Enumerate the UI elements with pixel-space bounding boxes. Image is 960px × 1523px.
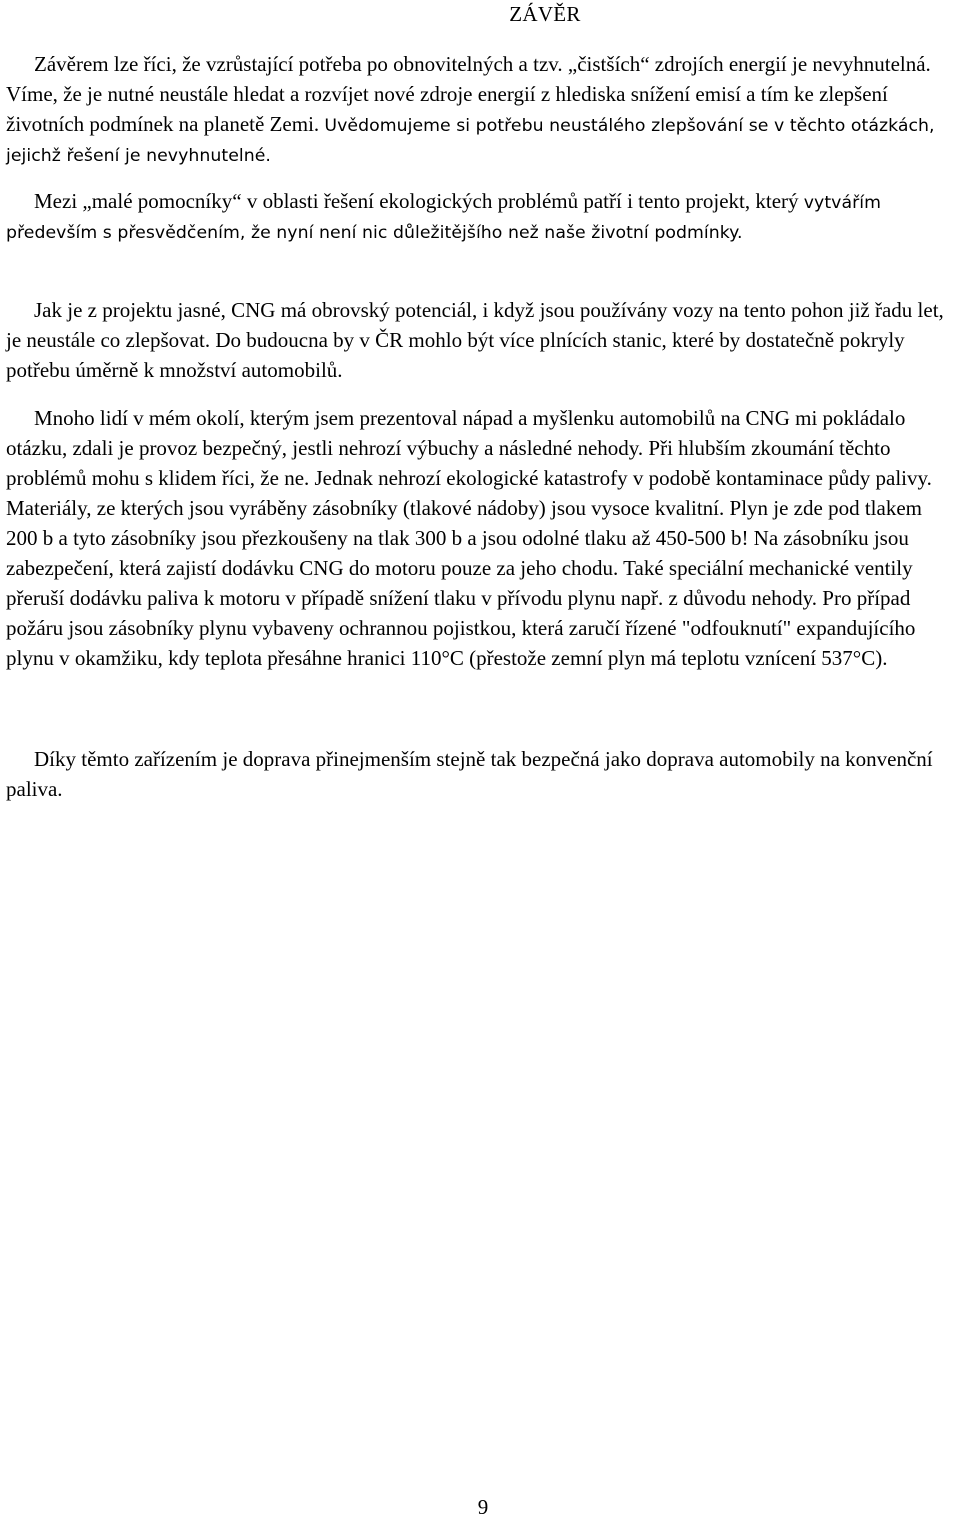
paragraph-text: Jak je z projektu jasné, CNG má obrovský potenciál, i když jsou používány vozy na tento pohon již řadu let, je neustále co zlepšovat. Do budoucna by v ČR mohlo být více plnících stanic, které by dostatečně pokryly potřebu úměrně k množství automobilů. [6, 298, 944, 382]
paragraph-text: vytvářím především s přesvědčením, že nyní není nic důležitějšího než naše životní podmínky. [6, 193, 881, 243]
paragraph-text: Díky těmto zařízením je doprava přinejmenším stejně tak bezpečná jako doprava automobily na konvenční paliva. [6, 747, 933, 801]
paragraph-final [6, 745, 954, 805]
paragraph-cng-potential [6, 296, 954, 386]
paragraph-text: Závěrem lze říci, že vzrůstající potřeba po obnovitelných a tzv. „čistších“ zdrojích energií je nevyhnutelná. Víme, že je nutné neustále hledat a rozvíjet nové zdroje energií z hlediska snížení emisí a tím ke zlepšení životních podmínek na planetě Zemi. [6, 52, 931, 136]
paragraph-helpers [6, 187, 954, 248]
paragraph-text: Mnoho lidí v mém okolí, kterým jsem prezentoval nápad a myšlenku automobilů na CNG mi pokládalo otázku, zdali je provoz bezpečný, jestli nehrozí výbuchy a následné nehody. Při hlubším zkoumání těchto problémů mohu s klidem říci, že ne. Jednak nehrozí ekologické katastrofy v podobě kontaminace půdy palivy. Materiály, ze kterých jsou vyráběny zásobníky (tlakové nádoby) jsou vysoce kvalitní. Plyn je zde pod tlakem 200 b a tyto zásobníky jsou přezkoušeny na tlak 300 b a jsou odolné tlaku až 450-500 b! Na zásobníku jsou zabezpečení, která zajistí dodávku CNG do motoru pouze za jeho chodu. Také speciální mechanické ventily přeruší dodávku paliva k motoru v případě snížení tlaku v přívodu plynu např. z důvodu nehody. Pro případ požáru jsou zásobníky plynu vybaveny ochrannou pojistkou, která zaručí řízené "odfouknutí" expandujícího plynu v okamžiku, kdy teplota přesáhne hranici 110°C (přestože zemní plyn má teplotu vznícení 537°C). [6, 406, 932, 670]
paragraph-cng-safety [6, 404, 954, 674]
page-number: 9 [477, 1495, 489, 1519]
page-title: ZÁVĚR [509, 2, 581, 26]
paragraph-conclusion-intro [6, 50, 954, 171]
paragraph-text: Uvědomujeme si potřebu neustálého zlepšování se v těchto otázkách, jejichž řešení je nevyhnutelné. [6, 116, 935, 166]
paragraph-text: Mezi „malé pomocníky“ v oblasti řešení ekologických problémů patří i tento projekt, který [34, 189, 804, 213]
